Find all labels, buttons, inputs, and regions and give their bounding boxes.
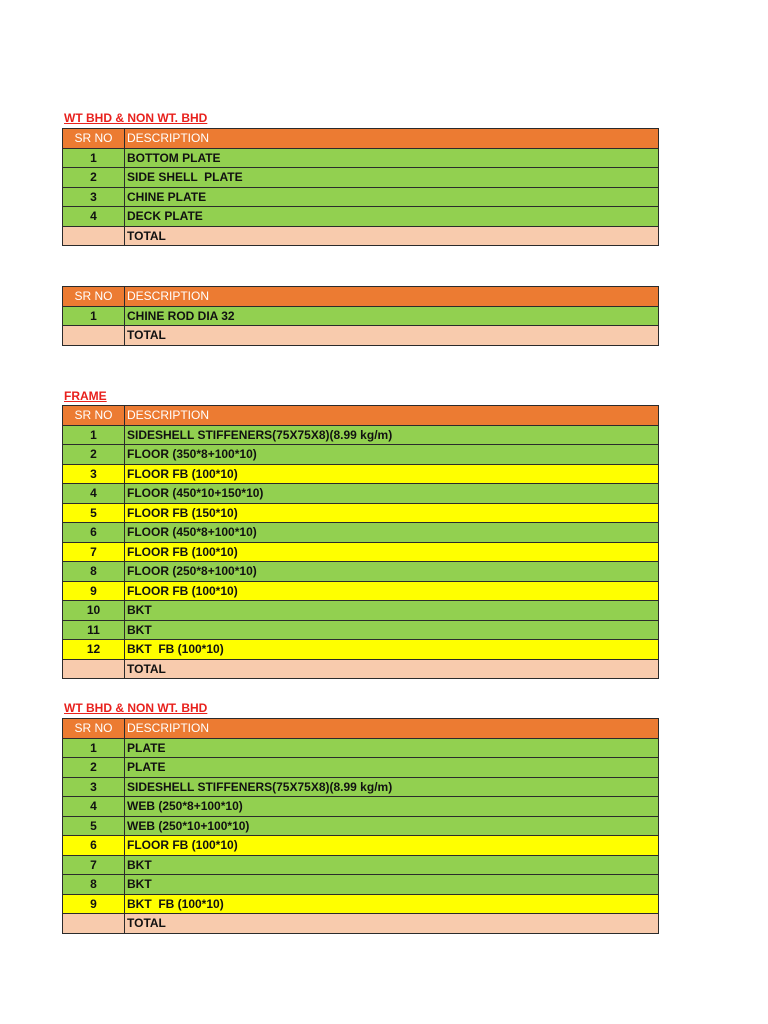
description-cell: FLOOR (450*8+100*10)	[125, 523, 659, 543]
table-row	[63, 620, 659, 640]
sr-no-cell: 8	[63, 562, 125, 582]
total-row	[63, 226, 659, 246]
sr-no-cell: 7	[63, 855, 125, 875]
sr-no-cell: 1	[63, 425, 125, 445]
table-row	[63, 542, 659, 562]
description-cell: BKT	[125, 875, 659, 895]
sr-no-cell: 8	[63, 875, 125, 895]
description-cell: SIDESHELL STIFFENERS(75X75X8)(8.99 kg/m)	[125, 777, 659, 797]
description-header: DESCRIPTION	[125, 129, 659, 149]
total-row	[63, 914, 659, 934]
description-cell: BKT	[125, 620, 659, 640]
table-row	[63, 581, 659, 601]
table-row	[63, 187, 659, 207]
description-cell: BKT	[125, 601, 659, 621]
description-header: DESCRIPTION	[125, 719, 659, 739]
sr-no-header: SR NO	[63, 406, 125, 426]
description-cell: CHINE PLATE	[125, 187, 659, 207]
description-header: DESCRIPTION	[125, 287, 659, 307]
description-cell: FLOOR (350*8+100*10)	[125, 445, 659, 465]
description-cell: BKT	[125, 855, 659, 875]
sr-no-cell: 2	[63, 168, 125, 188]
description-cell: BKT FB (100*10)	[125, 640, 659, 660]
description-cell: WEB (250*10+100*10)	[125, 816, 659, 836]
section-3-title: FRAME	[64, 389, 107, 403]
description-header: DESCRIPTION	[125, 406, 659, 426]
sr-no-cell: 9	[63, 581, 125, 601]
total-label: TOTAL	[125, 659, 659, 679]
section-2-table	[62, 286, 659, 346]
description-cell: CHINE ROD DIA 32	[125, 306, 659, 326]
description-cell: FLOOR FB (100*10)	[125, 581, 659, 601]
sr-no-cell: 1	[63, 738, 125, 758]
total-label: TOTAL	[125, 226, 659, 246]
description-cell: BKT FB (100*10)	[125, 894, 659, 914]
description-cell: FLOOR FB (150*10)	[125, 503, 659, 523]
sr-no-cell: 2	[63, 445, 125, 465]
sr-no-cell: 3	[63, 777, 125, 797]
table-row	[63, 797, 659, 817]
sr-no-cell: 1	[63, 148, 125, 168]
sr-no-cell	[63, 914, 125, 934]
table-row	[63, 601, 659, 621]
sr-no-header: SR NO	[63, 129, 125, 149]
table-row	[63, 816, 659, 836]
table-row	[63, 836, 659, 856]
sr-no-cell	[63, 326, 125, 346]
description-cell: FLOOR FB (100*10)	[125, 464, 659, 484]
sr-no-cell: 12	[63, 640, 125, 660]
total-row	[63, 326, 659, 346]
description-cell: PLATE	[125, 758, 659, 778]
table-row	[63, 168, 659, 188]
sr-no-cell: 4	[63, 207, 125, 227]
table-row	[63, 484, 659, 504]
table-header-row	[63, 287, 659, 307]
sr-no-cell: 6	[63, 836, 125, 856]
total-row	[63, 659, 659, 679]
section-1-table	[62, 128, 659, 246]
sr-no-cell: 2	[63, 758, 125, 778]
table-row	[63, 425, 659, 445]
sr-no-cell: 3	[63, 464, 125, 484]
description-cell: BOTTOM PLATE	[125, 148, 659, 168]
section-1-title: WT BHD & NON WT. BHD	[64, 111, 208, 125]
sr-no-cell: 6	[63, 523, 125, 543]
sr-no-cell: 5	[63, 816, 125, 836]
sr-no-cell: 4	[63, 797, 125, 817]
table-row	[63, 894, 659, 914]
description-cell: FLOOR (450*10+150*10)	[125, 484, 659, 504]
description-cell: FLOOR (250*8+100*10)	[125, 562, 659, 582]
sr-no-cell: 4	[63, 484, 125, 504]
table-row	[63, 640, 659, 660]
table-row	[63, 758, 659, 778]
table-header-row	[63, 406, 659, 426]
section-3-table	[62, 405, 659, 679]
description-cell: DECK PLATE	[125, 207, 659, 227]
description-cell: SIDE SHELL PLATE	[125, 168, 659, 188]
table-row	[63, 207, 659, 227]
sr-no-cell: 1	[63, 306, 125, 326]
sr-no-cell: 3	[63, 187, 125, 207]
description-cell: PLATE	[125, 738, 659, 758]
table-row	[63, 738, 659, 758]
table-row	[63, 306, 659, 326]
table-row	[63, 562, 659, 582]
sr-no-header: SR NO	[63, 719, 125, 739]
total-label: TOTAL	[125, 914, 659, 934]
table-row	[63, 464, 659, 484]
section-4-table	[62, 718, 659, 934]
sr-no-cell: 11	[63, 620, 125, 640]
table-header-row	[63, 719, 659, 739]
description-cell: FLOOR FB (100*10)	[125, 836, 659, 856]
sr-no-cell: 7	[63, 542, 125, 562]
description-cell: WEB (250*8+100*10)	[125, 797, 659, 817]
sr-no-cell: 9	[63, 894, 125, 914]
table-row	[63, 855, 659, 875]
sr-no-cell: 5	[63, 503, 125, 523]
table-header-row	[63, 129, 659, 149]
description-cell: SIDESHELL STIFFENERS(75X75X8)(8.99 kg/m)	[125, 425, 659, 445]
table-row	[63, 503, 659, 523]
sr-no-header: SR NO	[63, 287, 125, 307]
total-label: TOTAL	[125, 326, 659, 346]
table-row	[63, 777, 659, 797]
table-row	[63, 523, 659, 543]
section-4-title: WT BHD & NON WT. BHD	[64, 701, 208, 715]
table-row	[63, 875, 659, 895]
sr-no-cell: 10	[63, 601, 125, 621]
sr-no-cell	[63, 226, 125, 246]
description-cell: FLOOR FB (100*10)	[125, 542, 659, 562]
table-row	[63, 148, 659, 168]
table-row	[63, 445, 659, 465]
sr-no-cell	[63, 659, 125, 679]
